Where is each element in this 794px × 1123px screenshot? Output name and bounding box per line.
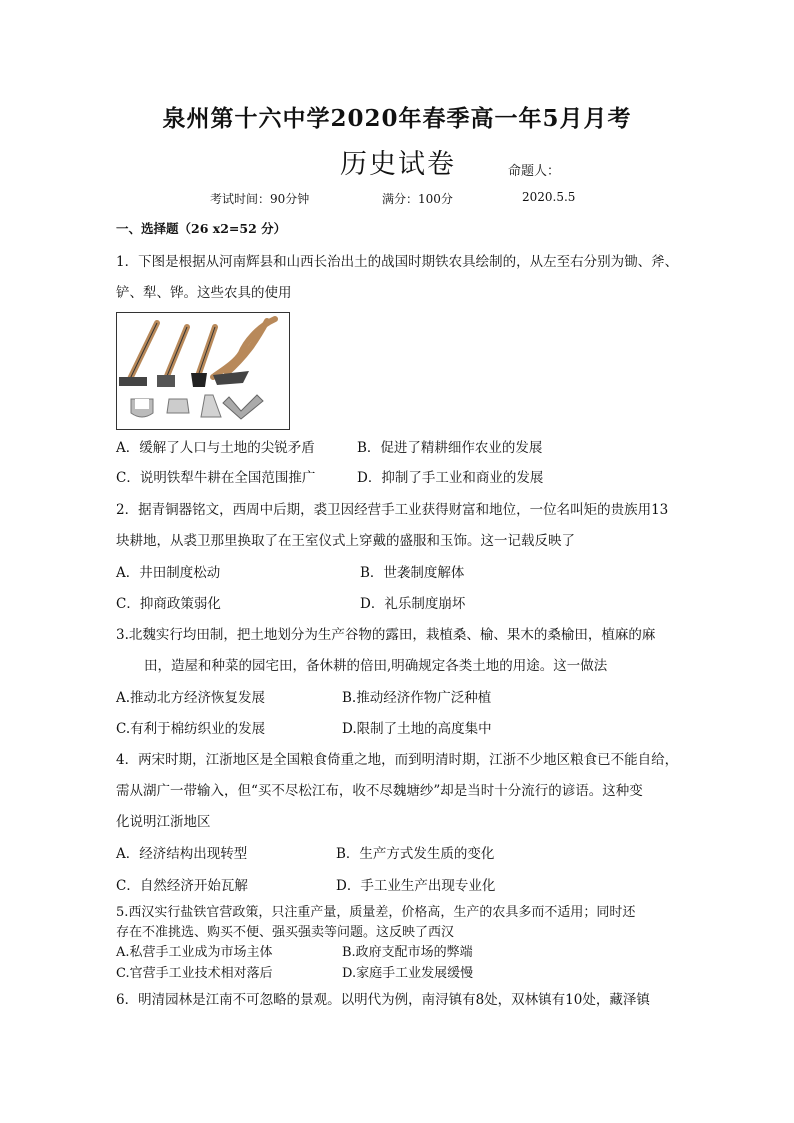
section-title: 一、选择题（26 x2=52 分） — [116, 221, 287, 236]
q2-option-d: D．礼乐制度崩坏 — [360, 596, 466, 612]
q3-stem-line2: 田，造屋和种菜的园宅田，备休耕的倍田,明确规定各类土地的用途。这一做法 — [144, 658, 608, 674]
q2-stem-line2: 块耕地，从裘卫那里换取了在王室仪式上穿戴的盛服和玉饰。这一记载反映了 — [116, 533, 575, 549]
exam-time: 考试时间：90分钟 — [210, 192, 310, 206]
q1-option-c: C．说明铁犁牛耕在全国范围推广 — [116, 470, 316, 486]
q2-option-c: C．抑商政策弱化 — [116, 596, 221, 612]
q6-stem-line1: 6．明清园林是江南不可忽略的景观。以明代为例，南浔镇有8处，双林镇有10处，藏泽镇 — [116, 992, 650, 1008]
q1-option-b: B．促进了精耕细作农业的发展 — [357, 440, 543, 456]
q5-option-d: D.家庭手工业发展缓慢 — [342, 966, 474, 981]
q4-option-a: A．经济结构出现转型 — [116, 846, 248, 862]
q4-option-b: B．生产方式发生质的变化 — [336, 846, 495, 862]
q4-stem-line3: 化说明江浙地区 — [116, 814, 211, 830]
q4-option-d: D．手工业生产出现专业化 — [336, 878, 496, 894]
q2-option-a: A．井田制度松动 — [116, 565, 221, 581]
q3-option-b: B.推动经济作物广泛种植 — [342, 690, 492, 706]
q5-option-b: B.政府支配市场的弊端 — [342, 945, 473, 960]
q2-option-b: B．世袭制度解体 — [360, 565, 465, 581]
iron-tools-illustration — [117, 313, 288, 428]
q3-option-c: C.有利于棉纺织业的发展 — [116, 721, 266, 737]
q1-option-a: A．缓解了人口与土地的尖锐矛盾 — [116, 440, 315, 456]
exam-date: 2020.5.5 — [522, 190, 576, 204]
q4-stem-line2: 需从湖广一带输入，但“买不尽松江布，收不尽魏塘纱”却是当时十分流行的谚语。这种变 — [116, 783, 643, 799]
exam-score: 满分：100分 — [382, 192, 453, 206]
q5-stem-line1: 5.西汉实行盐铁官营政策，只注重产量，质量差，价格高，生产的农具多而不适用；同时还 — [116, 905, 636, 920]
q5-option-a: A.私营手工业成为市场主体 — [116, 945, 273, 960]
question-setter-label: 命题人： — [508, 164, 561, 179]
q3-option-d: D.限制了土地的高度集中 — [342, 721, 492, 737]
q4-stem-line1: 4．两宋时期，江浙地区是全国粮食倚重之地，而到明清时期，江浙不少地区粮食已不能自给， — [116, 752, 679, 768]
q5-option-c: C.官营手工业技术相对落后 — [116, 966, 273, 981]
q4-option-c: C．自然经济开始瓦解 — [116, 878, 248, 894]
exam-subtitle: 历史试卷 — [340, 149, 456, 180]
q1-option-d: D．抑制了手工业和商业的发展 — [357, 470, 544, 486]
q1-stem-line2: 铲、犁、铧。这些农具的使用 — [116, 285, 292, 301]
q1-stem-line1: 1．下图是根据从河南辉县和山西长治出土的战国时期铁农具绘制的，从左至右分别为锄、斧、 — [116, 254, 679, 270]
q2-stem-line1: 2．据青铜器铭文，西周中后期，裘卫因经营手工业获得财富和地位，一位名叫矩的贵族用13 — [116, 502, 669, 518]
q3-option-a: A.推动北方经济恢复发展 — [116, 690, 266, 706]
exam-title: 泉州第十六中学2020年春季高一年5月月考 — [162, 105, 632, 132]
q3-stem-line1: 3.北魏实行均田制，把土地划分为生产谷物的露田，栽植桑、榆、果木的桑榆田，植麻的麻 — [116, 627, 656, 643]
iron-tools-figure — [116, 312, 290, 430]
q5-stem-line2: 存在不准挑选、购买不便、强买强卖等问题。这反映了西汉 — [116, 925, 455, 940]
